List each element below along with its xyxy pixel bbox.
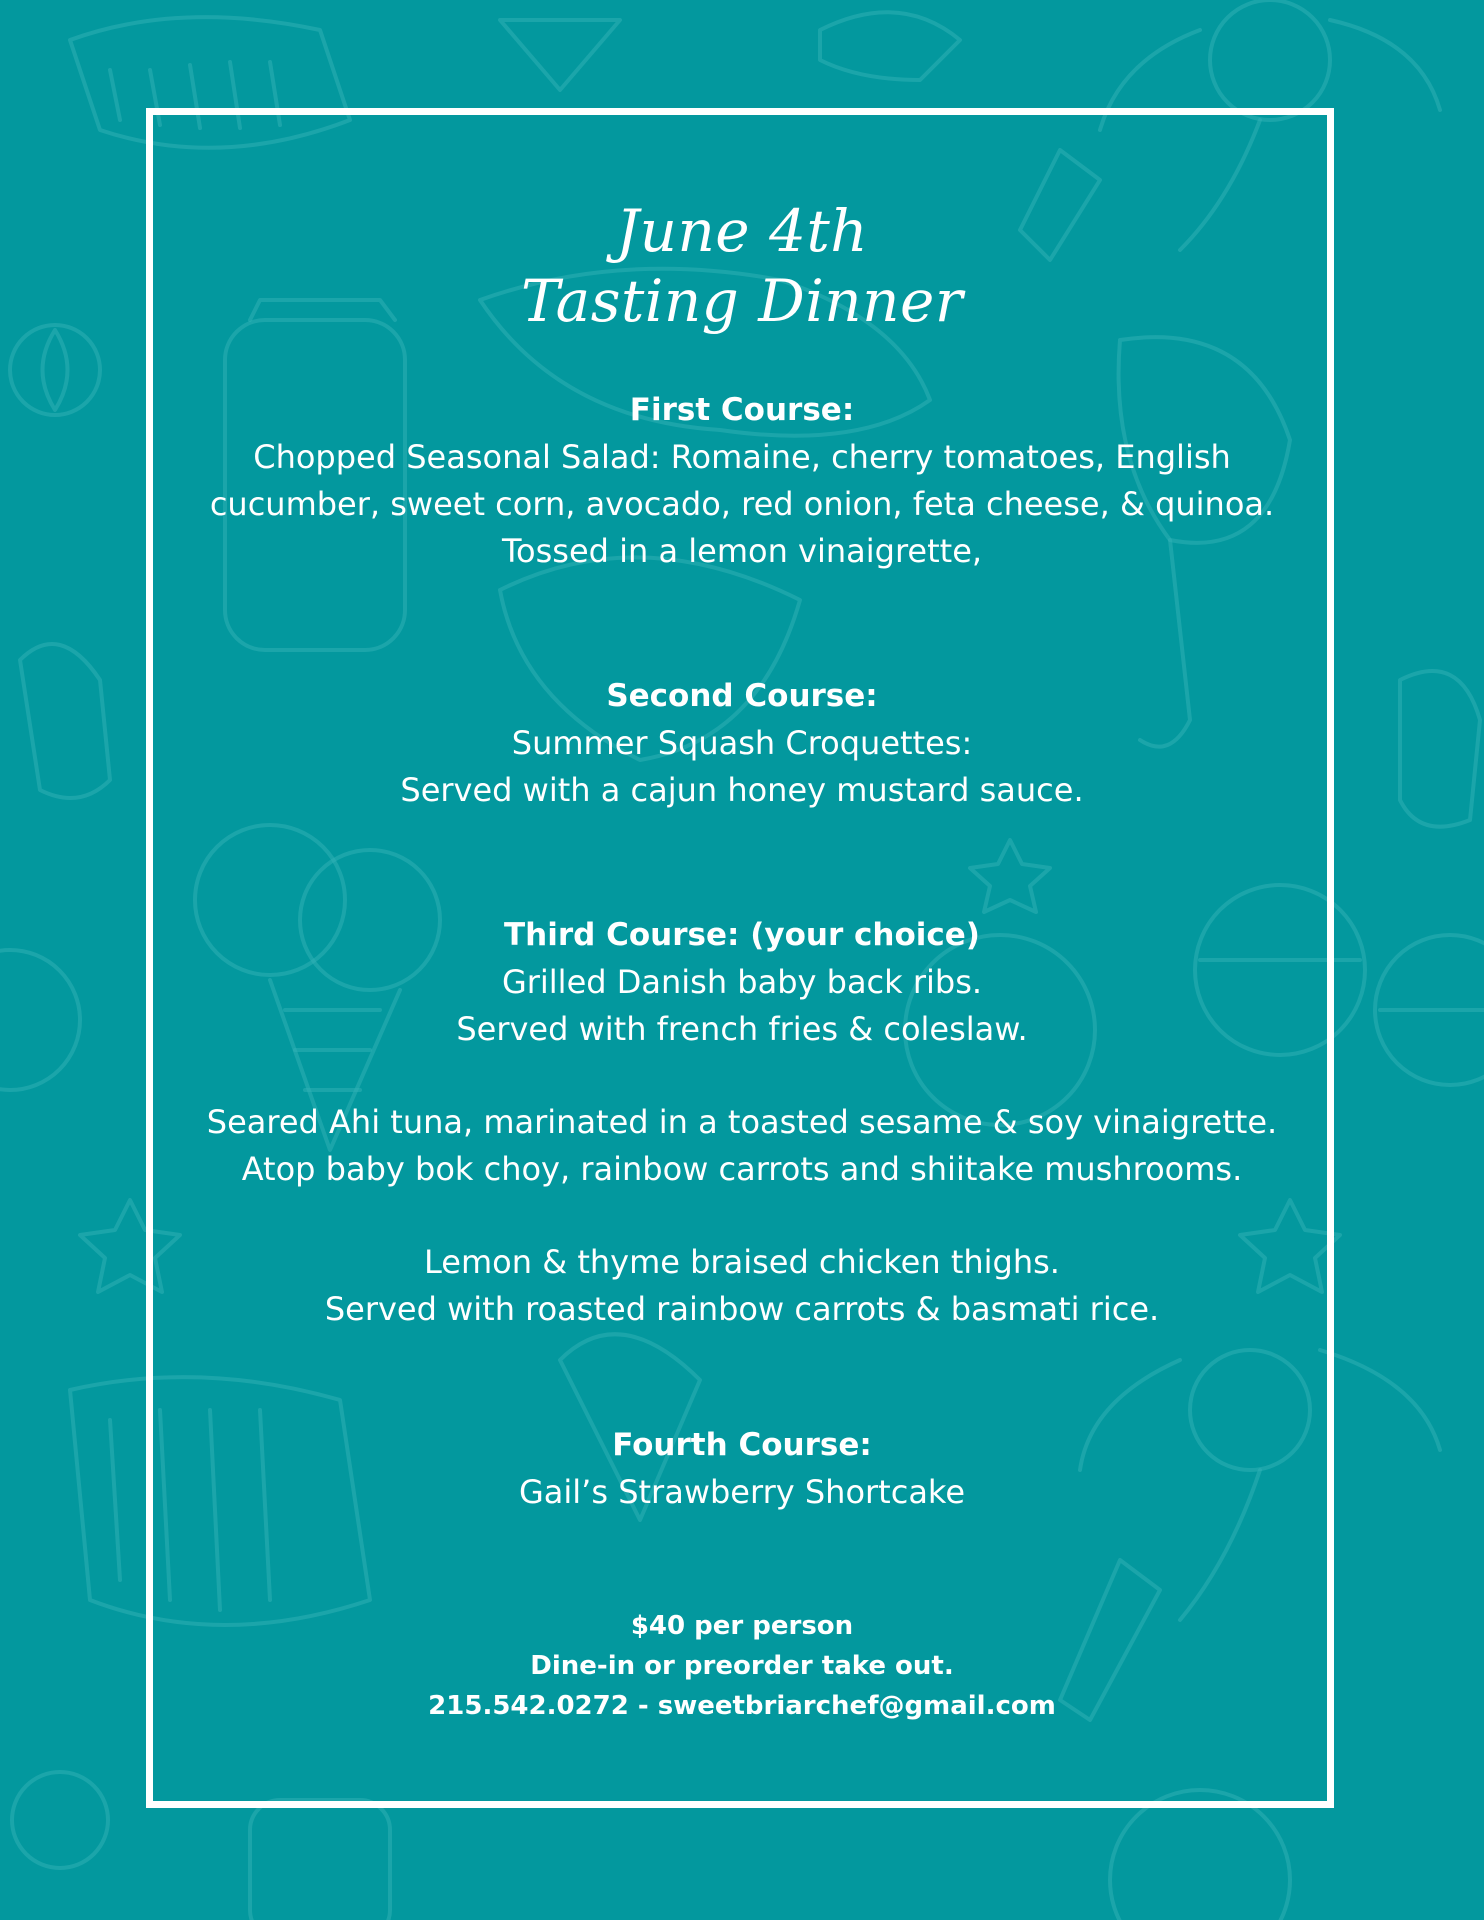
third-course-option-2-line: Atop baby bok choy, rainbow carrots and shiitake mushrooms. xyxy=(241,1150,1243,1188)
fourth-course-heading: Fourth Course: xyxy=(612,1427,872,1463)
title-line-1: June 4th xyxy=(615,197,869,265)
second-course-line: Summer Squash Croquettes: xyxy=(511,724,973,762)
third-course-section xyxy=(160,911,1324,1333)
second-course-section xyxy=(160,672,1324,814)
contact-text: 215.542.0272 - sweetbriarchef@gmail.com xyxy=(428,1691,1056,1721)
third-course-option-3-line: Lemon & thyme braised chicken thighs. xyxy=(424,1243,1060,1281)
menu-footer xyxy=(160,1606,1324,1726)
dining-options-text: Dine-in or preorder take out. xyxy=(530,1651,954,1681)
first-course-heading: First Course: xyxy=(629,392,855,428)
price-text: $40 per person xyxy=(630,1611,854,1641)
first-course-line: Tossed in a lemon vinaigrette, xyxy=(501,532,983,570)
first-course-line: Chopped Seasonal Salad: Romaine, cherry tomatoes, English xyxy=(253,438,1231,476)
menu-content xyxy=(160,196,1324,1726)
third-course-option-1-line: Served with french fries & coleslaw. xyxy=(456,1010,1028,1048)
first-course-line: cucumber, sweet corn, avocado, red onion, feta cheese, & quinoa. xyxy=(209,485,1275,523)
third-course-heading: Third Course: (your choice) xyxy=(504,917,980,953)
third-course-option-1-line: Grilled Danish baby back ribs. xyxy=(501,963,983,1001)
fourth-course-section xyxy=(160,1421,1324,1516)
second-course-heading: Second Course: xyxy=(606,678,878,714)
menu-title xyxy=(160,196,1324,336)
first-course-section xyxy=(160,386,1324,575)
second-course-line: Served with a cajun honey mustard sauce. xyxy=(400,771,1084,809)
fourth-course-line: Gail’s Strawberry Shortcake xyxy=(518,1473,965,1511)
title-line-2: Tasting Dinner xyxy=(520,267,964,335)
third-course-option-3-line: Served with roasted rainbow carrots & basmati rice. xyxy=(324,1290,1160,1328)
third-course-option-2-line: Seared Ahi tuna, marinated in a toasted sesame & soy vinaigrette. xyxy=(206,1103,1278,1141)
